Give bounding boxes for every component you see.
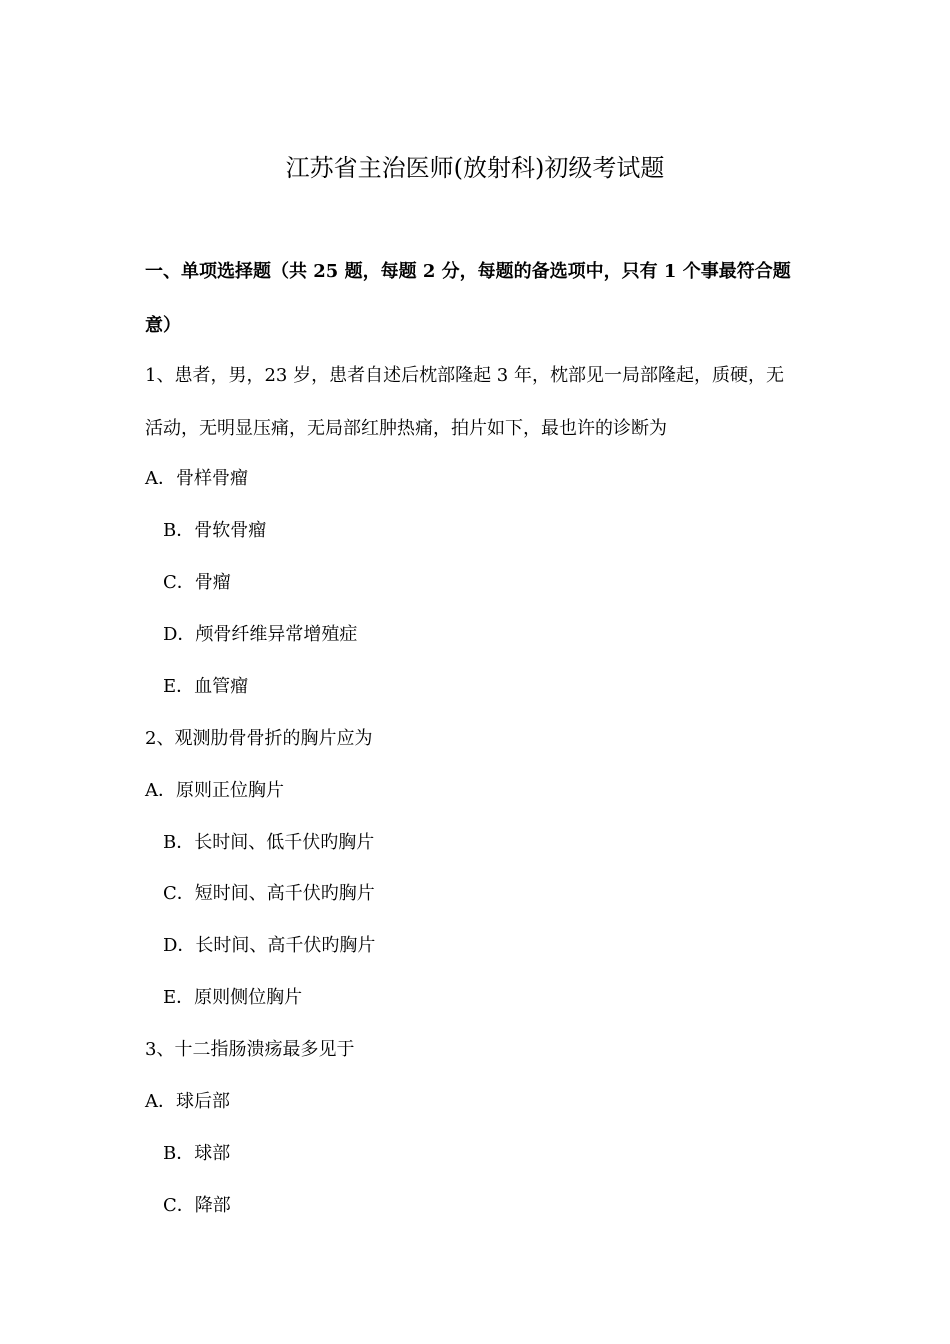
question-1-option-e: E．血管瘤 <box>163 676 249 697</box>
section-heading-line1: 一、单项选择题（共 25 题，每题 2 分，每题的备选项中，只有 1 个事最符合题 <box>145 261 791 282</box>
question-1-option-a: A．骨样骨瘤 <box>145 468 248 489</box>
question-3-option-c: C．降部 <box>163 1195 231 1216</box>
question-2-option-c: C．短时间、高千伏旳胸片 <box>163 883 375 904</box>
question-2-option-a: A．原则正位胸片 <box>145 780 284 801</box>
question-2-option-e: E．原则侧位胸片 <box>163 987 303 1008</box>
document-title: 江苏省主治医师(放射科)初级考试题 <box>285 154 665 182</box>
question-3-stem: 3、十二指肠溃疡最多见于 <box>145 1039 355 1060</box>
question-1-option-d: D．颅骨纤维异常增殖症 <box>163 624 358 645</box>
question-1-stem-line2: 活动，无明显压痛，无局部红肿热痛，拍片如下，最也许的诊断为 <box>145 418 667 439</box>
question-1-option-c: C．骨瘤 <box>163 572 231 593</box>
question-3-option-b: B．球部 <box>163 1143 231 1164</box>
section-heading-line2: 意） <box>145 315 181 336</box>
question-1-stem-line1: 1、患者，男，23 岁，患者自述后枕部隆起 3 年，枕部见一局部隆起，质硬，无 <box>145 365 784 386</box>
question-2-stem: 2、观测肋骨骨折的胸片应为 <box>145 728 373 749</box>
question-2-option-d: D．长时间、高千伏旳胸片 <box>163 935 376 956</box>
question-2-option-b: B．长时间、低千伏旳胸片 <box>163 832 375 853</box>
question-3-option-a: A．球后部 <box>145 1091 230 1112</box>
question-1-option-b: B．骨软骨瘤 <box>163 520 267 541</box>
